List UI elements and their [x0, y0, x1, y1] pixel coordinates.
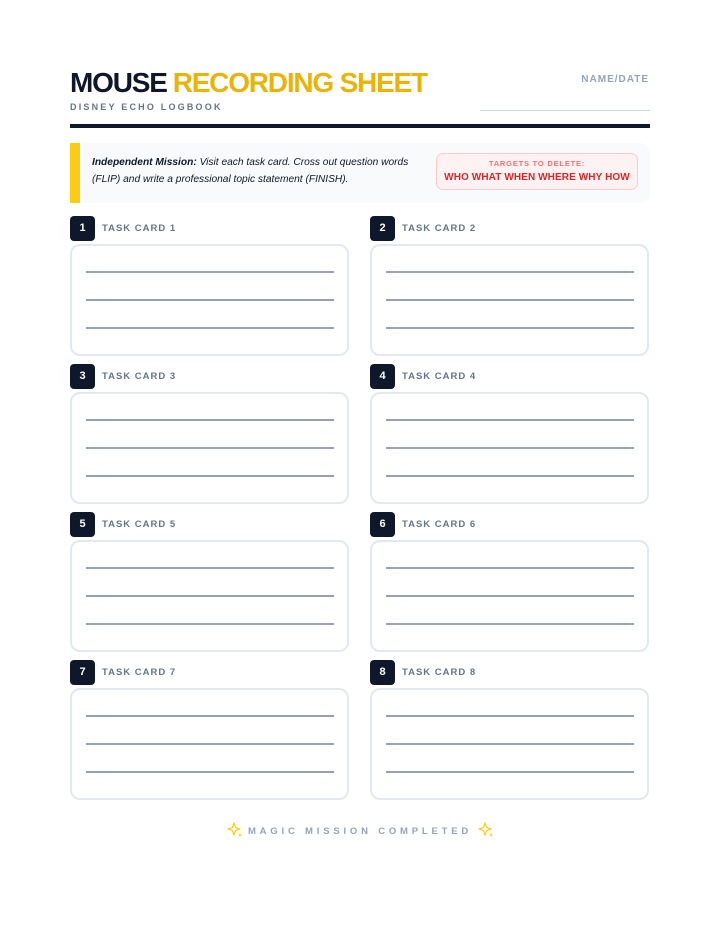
card-number: 6: [370, 512, 395, 537]
header-divider: [70, 124, 650, 128]
writing-line: [86, 419, 334, 421]
writing-line: [386, 299, 634, 301]
writing-line: [386, 567, 634, 569]
writing-line: [86, 715, 334, 717]
writing-line: [386, 327, 634, 329]
card-number: 3: [70, 364, 95, 389]
footer-text: MAGIC MISSION COMPLETED: [247, 826, 473, 837]
card-label: TASK CARD 8: [402, 667, 477, 678]
writing-line: [86, 567, 334, 569]
card-label: TASK CARD 4: [402, 371, 477, 382]
card-label: TASK CARD 3: [102, 371, 177, 382]
mission-accent-bar: [70, 143, 80, 203]
card-number: 7: [70, 660, 95, 685]
card-label: TASK CARD 6: [402, 519, 477, 530]
writing-line: [386, 623, 634, 625]
card-writing-area[interactable]: [370, 244, 649, 356]
card-writing-area[interactable]: [70, 688, 349, 800]
card-label: TASK CARD 5: [102, 519, 177, 530]
card-writing-area[interactable]: [70, 244, 349, 356]
task-card-6: [370, 512, 649, 655]
task-card-4: [370, 364, 649, 507]
card-number: 2: [370, 216, 395, 241]
task-card-8: [370, 660, 649, 803]
targets-badge: [436, 153, 638, 190]
writing-line: [386, 771, 634, 773]
card-writing-area[interactable]: [370, 392, 649, 504]
page-subtitle: DISNEY ECHO LOGBOOK: [70, 102, 223, 112]
footer: [70, 822, 650, 842]
writing-line: [386, 447, 634, 449]
writing-line: [86, 447, 334, 449]
name-date-field[interactable]: [480, 110, 650, 111]
writing-line: [86, 623, 334, 625]
card-number: 5: [70, 512, 95, 537]
card-label: TASK CARD 1: [102, 223, 177, 234]
card-number: 8: [370, 660, 395, 685]
card-writing-area[interactable]: [370, 688, 649, 800]
card-number: 1: [70, 216, 95, 241]
recording-sheet: [70, 0, 650, 932]
title-part-mouse: MOUSE: [70, 67, 167, 98]
writing-line: [86, 271, 334, 273]
writing-line: [386, 743, 634, 745]
sparkle-icon: [478, 822, 494, 838]
name-date-label: NAME/DATE: [581, 74, 649, 85]
task-card-3: [70, 364, 349, 507]
card-writing-area[interactable]: [70, 392, 349, 504]
writing-line: [86, 595, 334, 597]
task-card-2: [370, 216, 649, 359]
targets-label: TARGETS TO DELETE:: [488, 159, 586, 168]
writing-line: [86, 299, 334, 301]
writing-line: [86, 771, 334, 773]
writing-line: [386, 419, 634, 421]
task-card-5: [70, 512, 349, 655]
mission-box: [70, 143, 650, 203]
title-part-recording-sheet: RECORDING SHEET: [172, 67, 427, 98]
writing-line: [386, 475, 634, 477]
writing-line: [386, 271, 634, 273]
card-label: TASK CARD 2: [402, 223, 477, 234]
card-writing-area[interactable]: [370, 540, 649, 652]
task-card-7: [70, 660, 349, 803]
writing-line: [86, 743, 334, 745]
card-label: TASK CARD 7: [102, 667, 177, 678]
writing-line: [86, 327, 334, 329]
card-writing-area[interactable]: [70, 540, 349, 652]
writing-line: [386, 715, 634, 717]
header: [70, 66, 650, 128]
targets-words: WHO WHAT WHEN WHERE WHY HOW: [444, 172, 630, 183]
page-title: [70, 66, 427, 100]
task-card-1: [70, 216, 349, 359]
writing-line: [386, 595, 634, 597]
mission-instructions: [92, 155, 412, 188]
card-number: 4: [370, 364, 395, 389]
mission-lead: Independent Mission:: [92, 157, 197, 168]
writing-line: [86, 475, 334, 477]
mission-body: Visit each task card. Cross out question words (FLIP) and write a professional topic statement (FINISH).: [92, 157, 409, 185]
